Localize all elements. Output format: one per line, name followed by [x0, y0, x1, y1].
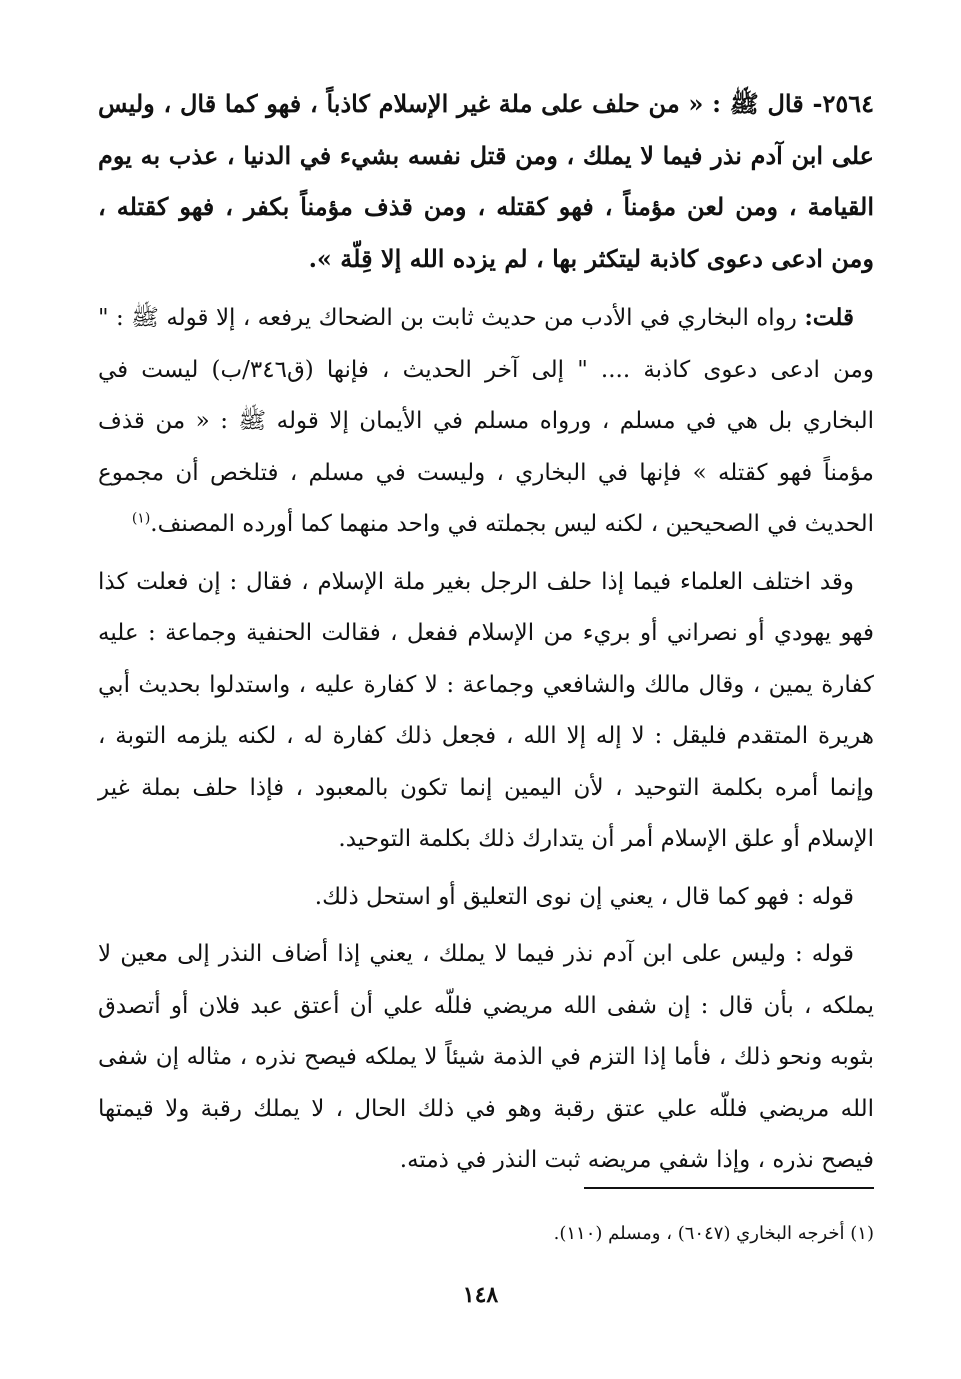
paragraph-text: قوله : وليس على ابن آدم نذر فيما لا يملك ، يعني إذا أضاف النذر إلى معين لا يملكه ، بأن قال : إن شفى الله مريضي فللّه علي أن أعتق عبد فلان أو أتصدق بثوبه ونحو ذلك ، فأما إذا التزم في الذمة شيئاً لا يملكه فيصح نذره ، مثاله إن شفى الله مريضي فللّه علي عتق رقبة وهو في ذلك الحال ، لا يملك رقبة ولا قيمتها فيصح نذره ، وإذا شفي مريضه ثبت النذر في ذمته. [98, 941, 874, 1173]
paragraph-text: رواه البخاري في الأدب من حديث ثابت بن الضحاك يرفعه ، إلا قوله ﷺ : " ومن ادعى دعوى كاذبة .... " إلى آخر الحديث ، فإنها (ق٣٤٦/ب) ليست في البخاري بل هي في مسلم ، ورواه مسلم في الأيمان إلا قوله ﷺ : « من قذف مؤمناً فهو كقتله » فإنها في البخاري ، وليست في مسلم ، فتلخص أن مجموع الحديث في الصحيحين ، لكنه ليس بجملته في واحد منهما كما أورده المصنف. [98, 305, 874, 537]
page-number: ١٤٨ [462, 1282, 499, 1308]
commentary-paragraph-4 [98, 929, 874, 1187]
hadith-number: ٢٥٦٤- [812, 89, 874, 118]
hadith-body: قال ﷺ : « من حلف على ملة غير الإسلام كاذباً ، فهو كما قال ، وليس على ابن آدم نذر فيما لا يملك ، ومن قتل نفسه بشيء في الدنيا ، عذب به يوم القيامة ، ومن لعن مؤمناً ، فهو كقتله ، ومن قذف مؤمناً بكفر ، فهو كقتله ، ومن ادعى دعوى كاذبة ليتكثر بها ، لم يزده الله إلا قِلّة ». [98, 89, 874, 273]
commentary-paragraph-3 [98, 872, 874, 924]
footnote: (١) أخرجه البخاري (٦٠٤٧) ، ومسلم (١١٠). [553, 1223, 874, 1244]
paragraph-text: وقد اختلف العلماء فيما إذا حلف الرجل بغير ملة الإسلام ، فقال : إن فعلت كذا فهو يهودي أو نصراني أو بريء من الإسلام ففعل ، فقالت الحنفية وجماعة : عليه كفارة يمين ، وقال مالك والشافعي وجماعة : لا كفارة عليه ، واستدلوا بحديث أبي هريرة المتقدم فليقل : لا إله إلا الله ، فجعل ذلك كفارة له ، لكنه يلزمه التوبة ، وإنما أمره بكلمة التوحيد ، لأن اليمين إنما تكون بالمعبود ، فإذا حلف بملة غير الإسلام أو علق الإسلام أمر أن يتدارك ذلك بكلمة التوحيد. [98, 568, 874, 852]
paragraph-lead: قلت: [804, 304, 854, 331]
footnote-separator [584, 1187, 874, 1189]
commentary-paragraph-2 [98, 557, 874, 866]
hadith-text [98, 78, 874, 284]
paragraph-text: قوله : فهو كما قال ، يعني إن نوى التعليق أو استحل ذلك. [314, 883, 854, 910]
commentary-paragraph-1 [98, 292, 874, 551]
page-body [98, 78, 874, 1193]
footnote-reference[interactable]: (١) [131, 510, 151, 527]
